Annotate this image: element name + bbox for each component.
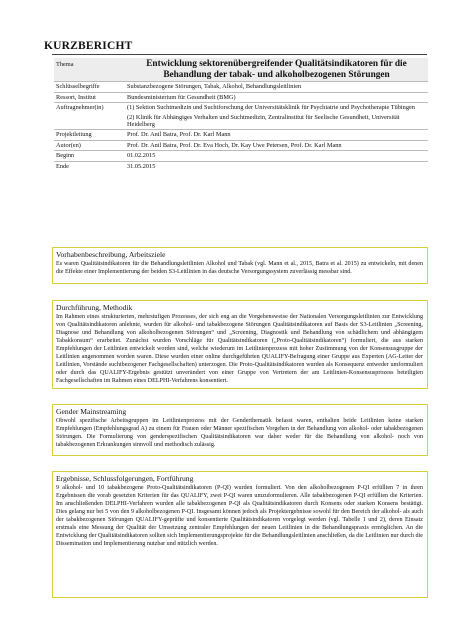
section-title: Gender Mainstreaming [56, 407, 127, 416]
meta-row [54, 82, 428, 92]
section-text: Im Rahmen eines strukturierten, mehrstufigen Prozesses, der sich eng an die Vorgehensweise der Nationalen Versorgungsleitlinien zur Entwicklung von Qualitätsindikatoren anlehnte, wurden für alkohol- und tabakbezogene Störungen Qualitätsindikatoren auf Basis der S3-Leitlinien „Screening, Diagnose und Behandlung von alkoholbezogenen Störungen“ und „Screening, Diagnostik und Behandlung von schädlichem und abhängigem Tabakkonsum“ erarbeitet. Zunächst wurden Vorschläge für Qualitätsindikatoren („Proto-Qualitätsindikatoren“) formuliert, die aus starken Empfehlungen der Leitlinien entwickelt worden sind, welche wiederum im Leitlinienprozess mit hoher Zustimmung von der Konsensusgruppe der Leitlinien angenommen worden waren. Diese wurden einer online durchgeführten QUALIFY-Befragung einer Gruppe aus Experten (AG-Leiter der Leitlinien, Vorstände suchtbezogener Fachgesellschaften) unterzogen. Die Proto-Qualitätsindikatoren wurden als Konsequenz entweder umformuliert oder durch das QUALIFY-Ergebnis gestützt unverändert von einer Gruppe von Vertretern der am Leitlinien-Konsensusprozess beteiligten Fachgesellschaften im Rahmen eines DELPHI-Verfahrens konsentiert. [56, 314, 423, 385]
meta-label [54, 113, 125, 130]
meta-row [54, 140, 428, 150]
meta-label: Auftragnehmer(in) [54, 103, 125, 113]
section-box-gender [52, 404, 428, 456]
meta-label: Schlüsselbegriffe [54, 82, 125, 92]
meta-row [54, 113, 428, 130]
meta-value: (2) Klinik für Abhängiges Verhalten und Suchtmedizin, Zentralinstitut für Seelische Gesundheit, Universität Heidelberg [127, 113, 400, 129]
meta-label: Beginn [54, 151, 125, 161]
meta-value: Substanzbezogene Störungen, Tabak, Alkohol, Behandlungsleitlinien [125, 82, 428, 92]
meta-label: Projektleitung [54, 130, 125, 140]
section-text: 9 alkohol- und 10 tabakbezogene Proto-Qualitätsindikatoren (P-QI) wurden formuliert. Von den alkoholbezogenen P-QI erfüllten 7 in ihren Ergebnissen die vorab gesetzten Kriterien für das QUALIFY, zwei P-QI waren umzuformulieren. Alle tabakbezogenen P-QI erfüllten die Kriterien. Im anschließenden DELPHI-Verfahren wurden alle tabakbezogenen P-QI als Qualitätsindikatoren durch Konsens oder starken Konsens bestätigt. Dies gelang nur bei 5 von den 9 alkoholbezogenen P-QI. Insgesamt können jedoch als Projektergebnisse sowohl für den Bereich der alkohol- als auch der tabakbezogenen Störungen QUALIFY-geprüfte und konsentierte Qualitätsindikatoren vorgelegt werden (vgl. Tabelle 1 und 2), deren Einsatz erstmals eine Messung der Qualität der Umsetzung zentraler Empfehlungen der neuen Leitlinien in die Behandlungspraxis ermöglichen. An die Entwicklung der Qualitätsindikatoren sollten sich Implementierungsprojekte für die Behandlungsleitlinien anschließen, da die Leitlinien nur durch die Dissemination und Implementierung nutzbar und nützlich werden. [56, 485, 423, 548]
report-heading: KURZBERICHT [44, 40, 133, 52]
meta-value: Bundesministerium für Gesundheit (BMG) [125, 92, 428, 102]
heading-rule [52, 54, 427, 55]
meta-label: Ressort, Institut [54, 92, 125, 102]
meta-label: Autor(en) [54, 140, 125, 150]
section-box-methodology [52, 300, 428, 389]
meta-label: Ende [54, 161, 125, 171]
section-text: Es waren Qualitätsindikatoren für die Behandlungsleitlinien Alkohol und Tabak (vgl. Mann et al., 2015, Batra et al. 2015) zu entwickeln, mit denen die Effekte einer Implementierung der beiden S3-Leitlinien in das deutsche Versorgungssystem zuverlässig messbar sind. [56, 261, 423, 276]
meta-value: 31.05.2015 [125, 161, 428, 171]
meta-value: 01.02.2015 [125, 151, 428, 161]
meta-value: (1) Sektion Suchtmedizin und Suchtforschung der Universitätsklinik für Psychiatrie und Psychotherapie Tübingen [125, 103, 428, 113]
section-box-objectives [52, 247, 428, 284]
meta-label-topic: Thema [54, 58, 125, 82]
meta-row [54, 92, 428, 102]
meta-row-topic [54, 58, 428, 82]
meta-value: Prof. Dr. Anil Batra, Prof. Dr. Karl Mann [125, 130, 428, 140]
section-box-results [52, 471, 428, 598]
project-title: Entwicklung sektorenübergreifender Qualitätsindikatoren für die Behandlung der tabak- und alkoholbezogenen Störungen [125, 58, 428, 82]
meta-table [54, 58, 428, 171]
meta-row [54, 130, 428, 140]
section-title: Ergebnisse, Schlussfolgerungen, Fortführung [56, 474, 194, 483]
section-title: Durchführung, Methodik [56, 303, 133, 312]
meta-row [54, 151, 428, 161]
meta-row [54, 161, 428, 171]
meta-value: Prof. Dr. Anil Batra, Prof. Dr. Eva Hoch, Dr. Kay Uwe Petersen, Prof. Dr. Karl Mann [125, 140, 428, 150]
section-text: Obwohl spezifische Arbeitsgruppen im Leitlinienprozess mit der Genderthematik befasst waren, enthalten beide Leitlinien keine starken Empfehlungen (Empfehlungsgrad A) zu einem für Frauen oder Männer spezifischen Vorgehen in der Behandlung von alkohol- oder tabakbezogenen Störungen. Die Formulierung von genderspezifischen Qualitätsindikatoren war daher weder für die Behandlung von alkohol- noch von tabakbezogenen Erkrankungen sinnvoll und methodisch zulässig. [56, 418, 423, 449]
meta-row [54, 103, 428, 113]
section-title: Vorhabenbeschreibung, Arbeitsziele [56, 250, 166, 259]
